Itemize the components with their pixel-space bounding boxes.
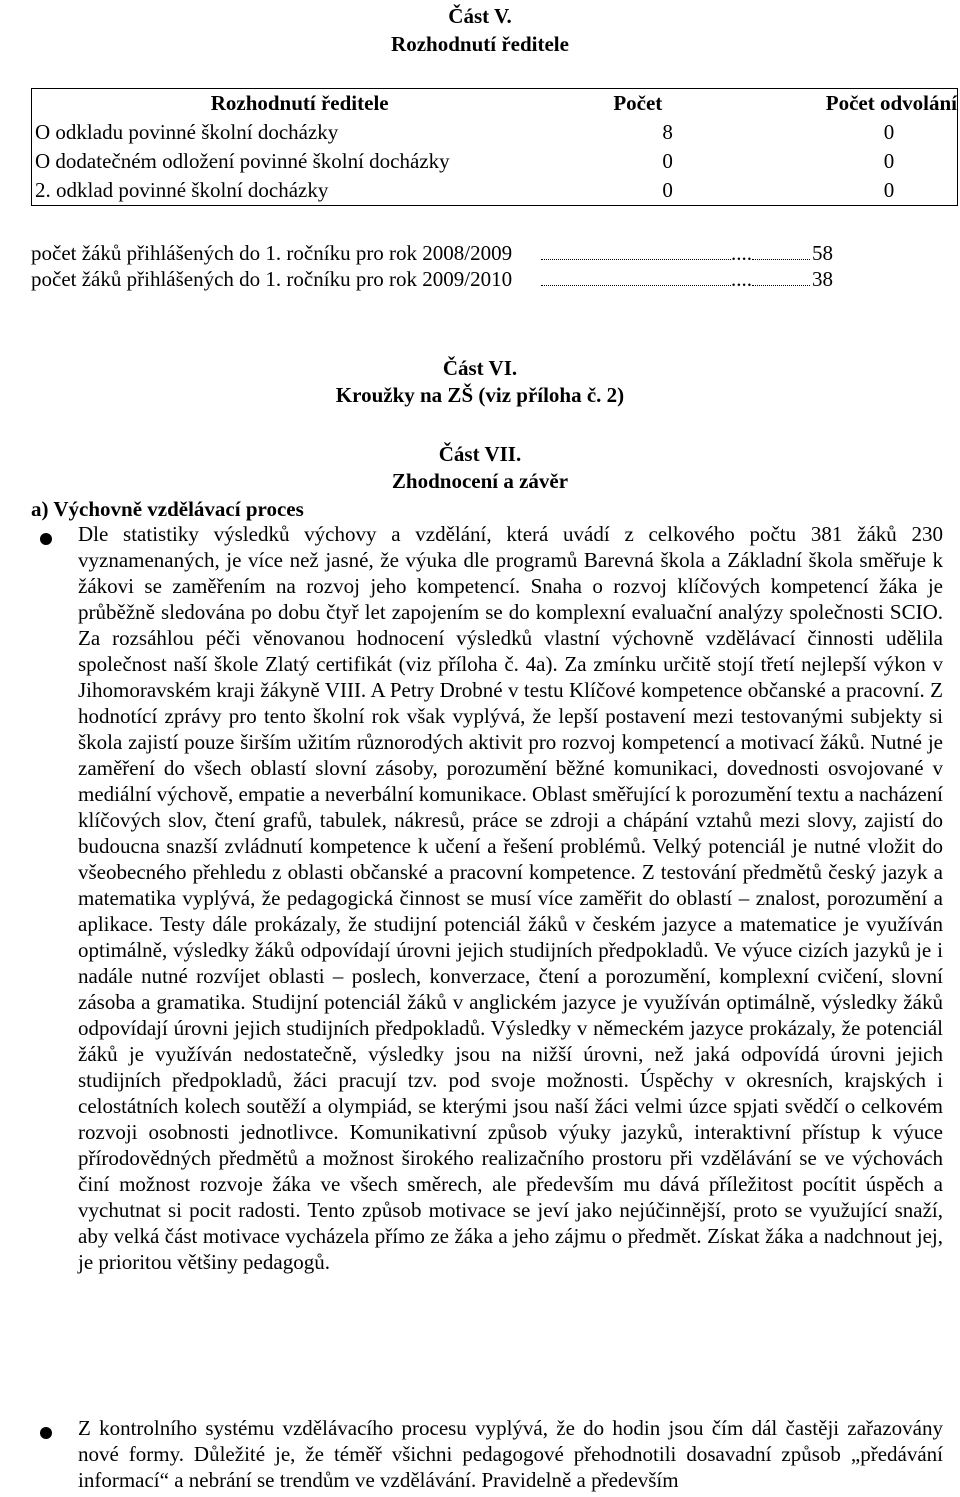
enrollment-value: 58 [812,241,833,265]
part5-heading: Část V. [448,4,512,28]
paragraph-2: Z kontrolního systému vzdělávacího procesu vyplývá, že do hodin jsou čím dál častěji zařazovány nové formy. Důležité je, že téměř všichni pedagogové přehodnotili dosavadní způsob „předávání informací“ a nebrání se trendům ve vzdělávání. Pravidelně a především [78,1416,943,1492]
bullet-icon [40,533,52,545]
part5-subheading: Rozhodnutí ředitele [391,32,569,56]
enrollment-ellipsis: .... [731,241,752,265]
table-row [32,147,958,176]
enrollment-ellipsis: .... [731,267,752,291]
cell-decision: O dodatečném odložení povinné školní docházky [35,149,450,173]
cell-count: 0 [662,178,673,202]
enrollment-label: počet žáků přihlášených do 1. ročníku pro rok 2009/2010 [31,267,513,291]
table-header-row [32,89,958,119]
cell-count: 0 [662,149,673,173]
leader-dots [752,271,810,286]
enrollment-line [31,240,911,267]
header-count: Počet [613,91,663,115]
cell-appeals: 0 [883,149,895,173]
section-a-heading: a) Výchovně vzdělávací proces [31,497,304,521]
header-appeals: Počet odvolání [825,91,957,115]
part6-heading: Část VI. [442,356,518,380]
table-row [32,118,958,147]
decisions-table [31,88,958,206]
part7-subheading: Zhodnocení a závěr [391,469,569,493]
paragraph-1: Dle statistiky výsledků výchovy a vzdělání, která uvádí z celkového počtu 381 žáků 230 vyznamenaných, je více než jasné, že výuka dle programů Barevná škola a Základní škola směřuje k žákovi se zaměřením na rozvoj jeho kompetencí. Snaha o rozvoj klíčových kompetencí žáka je průběžně sledována po dobu čtyř let zapojením se do komplexní evaluační analýzy společnosti SCIO. Za rozsáhlou péči věnovanou hodnocení výsledků vlastní výchovně vzdělávací činnosti udělila společnost naší škole Zlatý certifikát (viz příloha č. 4a). Za zmínku určitě stojí třetí nejlepší výkon v Jihomoravském kraji žákyně VIII. A Petry Drobné v testu Klíčové kompetence občanské a pracovní. Z hodnotící zprávy pro tento školní rok však vyplývá, že lepší postavení mezi testovanými subjekty si škola zajistí pouze širším užitím různorodých aktivit pro rozvoj kompetencí a motivací žáků. Nutné je zaměření do všech oblastí slovní zásoby, porozumění běžné komunikaci, dovednosti osvojované v mediální výchově, empatie a neverbální komunikace. Oblast směřující k porozumění textu a nacházení klíčových slov, čtení grafů, tabulek, nákresů, práce se zdroji a chápání vztahů mezi slovy, zajistí do budoucna snazší zvládnutí kompetence k učení a řešení problémů. Velký potenciál je nutné vložit do všeobecného přehledu z oblasti občanské a pracovní kompetence. Z testování předmětů český jazyk a matematika vyplývá, že pedagogická činnost se musí více zaměřit do oblastí – znalost, porozumění a aplikace. Testy dále prokázaly, že studijní potenciál žáků v českém jazyce a matematice je využíván optimálně, výsledky žáků odpovídají úrovni jejich studijních předpokladů. Ve výuce cizích jazyků je i nadále nutné rozvíjet oblasti – poslech, konverzace, čtení a porozumění, komplexní cvičení, slovní zásoba a gramatika. Studijní potenciál žáků v anglickém jazyce je využíván optimálně, výsledky žáků odpovídají úrovni jejich studijních předpokladů. Výsledky v německém jazyce prokázaly, že potenciál žáků je využíván nedostatečně, výsledky jsou na nižší úrovni, než jaká odpovídá úrovni jejich studijních předpokladů, žáci pracují tzv. pod svoje možnosti. Úspěchy v okresních, krajských i celostátních kolech soutěží a olympiád, se kterými jsou naší žáci velmi úzce spjati svědčí o celkovém rozvoji osobnosti jednotlivce. Komunikativní způsob výuky jazyků, interaktivní přístup k výuce přírodovědných předmětů a možnost širokého realizačního prostoru při vzdělávání se ve výchovách činí možnost rozvoje žáka ve všech směrech, ale především mu dává příležitost pocítit úspěch a vychutnat si pocit radosti. Tento způsob motivace se jeví jako nejúčinnější, proto se využující snaží, aby velká část motivace vycházela přímo ze žáka a jeho zájmu o předmět. Získat žáka a nadchnout jej, je prioritou většiny pedagogů. [78,522,943,1274]
cell-appeals: 0 [883,120,895,144]
bullet-icon [40,1427,52,1439]
enrollment-value: 38 [812,267,833,291]
cell-count: 8 [662,120,673,144]
cell-decision: 2. odklad povinné školní docházky [35,178,329,202]
part7-heading: Část VII. [438,442,522,466]
table-row [32,176,958,206]
cell-appeals: 0 [883,178,895,202]
enrollment-label: počet žáků přihlášených do 1. ročníku pro rok 2008/2009 [31,241,513,265]
enrollment-line [31,266,911,293]
leader-dots [541,245,731,260]
header-decision: Rozhodnutí ředitele [210,91,389,115]
leader-dots [541,271,731,286]
leader-dots [752,245,810,260]
cell-decision: O odkladu povinné školní docházky [35,120,339,144]
part6-subheading: Kroužky na ZŠ (viz příloha č. 2) [335,383,625,407]
